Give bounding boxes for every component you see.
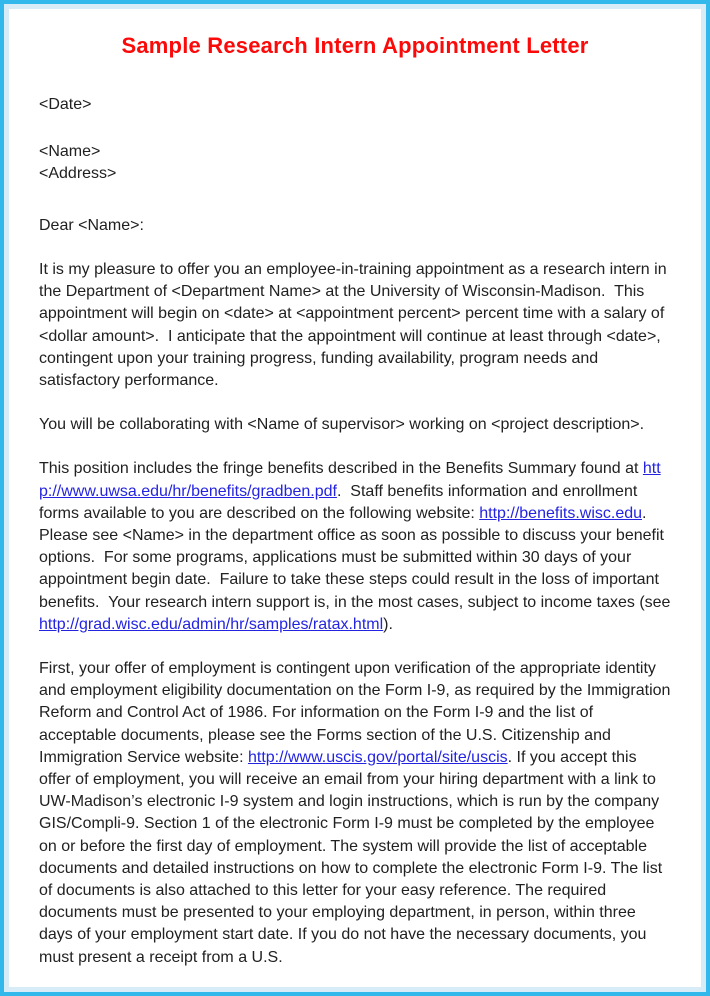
hyperlink[interactable]: http://www.uscis.gov/portal/site/uscis — [247, 748, 508, 766]
date-placeholder: <Date> — [39, 96, 92, 113]
salutation: Dear <Name>: — [39, 217, 144, 234]
hyperlink[interactable]: http://benefits.wisc.edu — [479, 504, 643, 522]
page-title: Sample Research Intern Appointment Letter — [121, 33, 589, 58]
paragraph-collaboration: You will be collaborating with <Name of supervisor> working on <project description>. — [39, 416, 645, 434]
letter-page — [9, 9, 701, 969]
recipient-block — [39, 141, 671, 185]
paragraph-offer: It is my pleasure to offer you an employee-in-training appointment as a research intern in the Department of <Department Name> at the University of Wisconsin-Madison. This appointment will begin on <date> at <appointment percent> percent time with a salary of <dollar amount>. I anticipate that the appointment will continue at least through <date>, contingent upon your training progress, funding availability, program needs and satisfactory performance. — [39, 261, 672, 390]
address-placeholder: <Address> — [39, 165, 117, 182]
hyperlink[interactable]: http://www.uwsa.edu/hr/benefits/gradben.pdf — [39, 460, 661, 500]
hyperlink[interactable]: http://grad.wisc.edu/admin/hr/samples/ratax.html — [39, 615, 384, 633]
page-border-inner — [4, 4, 706, 992]
paragraph-benefits: This position includes the fringe benefits described in the Benefits Summary found at http://www.uwsa.edu/hr/benefits/gradben.pdf. Staff benefits information and enrollment forms available to you are described on the following website: http://benefits.wisc.edu. Please see <Name> in the department office as soon as possible to discuss your benefit options. For some programs, applications must be submitted within 30 days of your appointment begin date. Failure to take these steps could result in the loss of important benefits. Your research intern support is, in the most cases, subject to income taxes (see http://grad.wisc.edu/admin/hr/samples/ratax.html). — [39, 460, 675, 633]
name-placeholder: <Name> — [39, 143, 101, 160]
paragraph-form-i9: First, your offer of employment is contingent upon verification of the appropriate identity and employment eligibility documentation on the Form I-9, as required by the Immigration Reform and Control Act of 1986. For information on the Form I-9 and the list of acceptable documents, please see the Forms section of the U.S. Citizenship and Immigration Service website: http://www.uscis.gov/portal/site/uscis. If you accept this offer of employment, you will receive an email from your hiring department with a link to UW-Madison’s electronic I-9 system and login instructions, which is run by the company GIS/Compli-9. Section 1 of the electronic Form I-9 must be completed by the employee on or before the first day of employment. The system will provide the list of acceptable documents and detailed instructions on how to complete the electronic Form I-9. The list of documents is also attached to this letter for your easy reference. The required documents must be presented to your employing department, in person, within three days of your employment start date. If you do not have the necessary documents, you must present a receipt from a U.S. — [39, 660, 675, 966]
